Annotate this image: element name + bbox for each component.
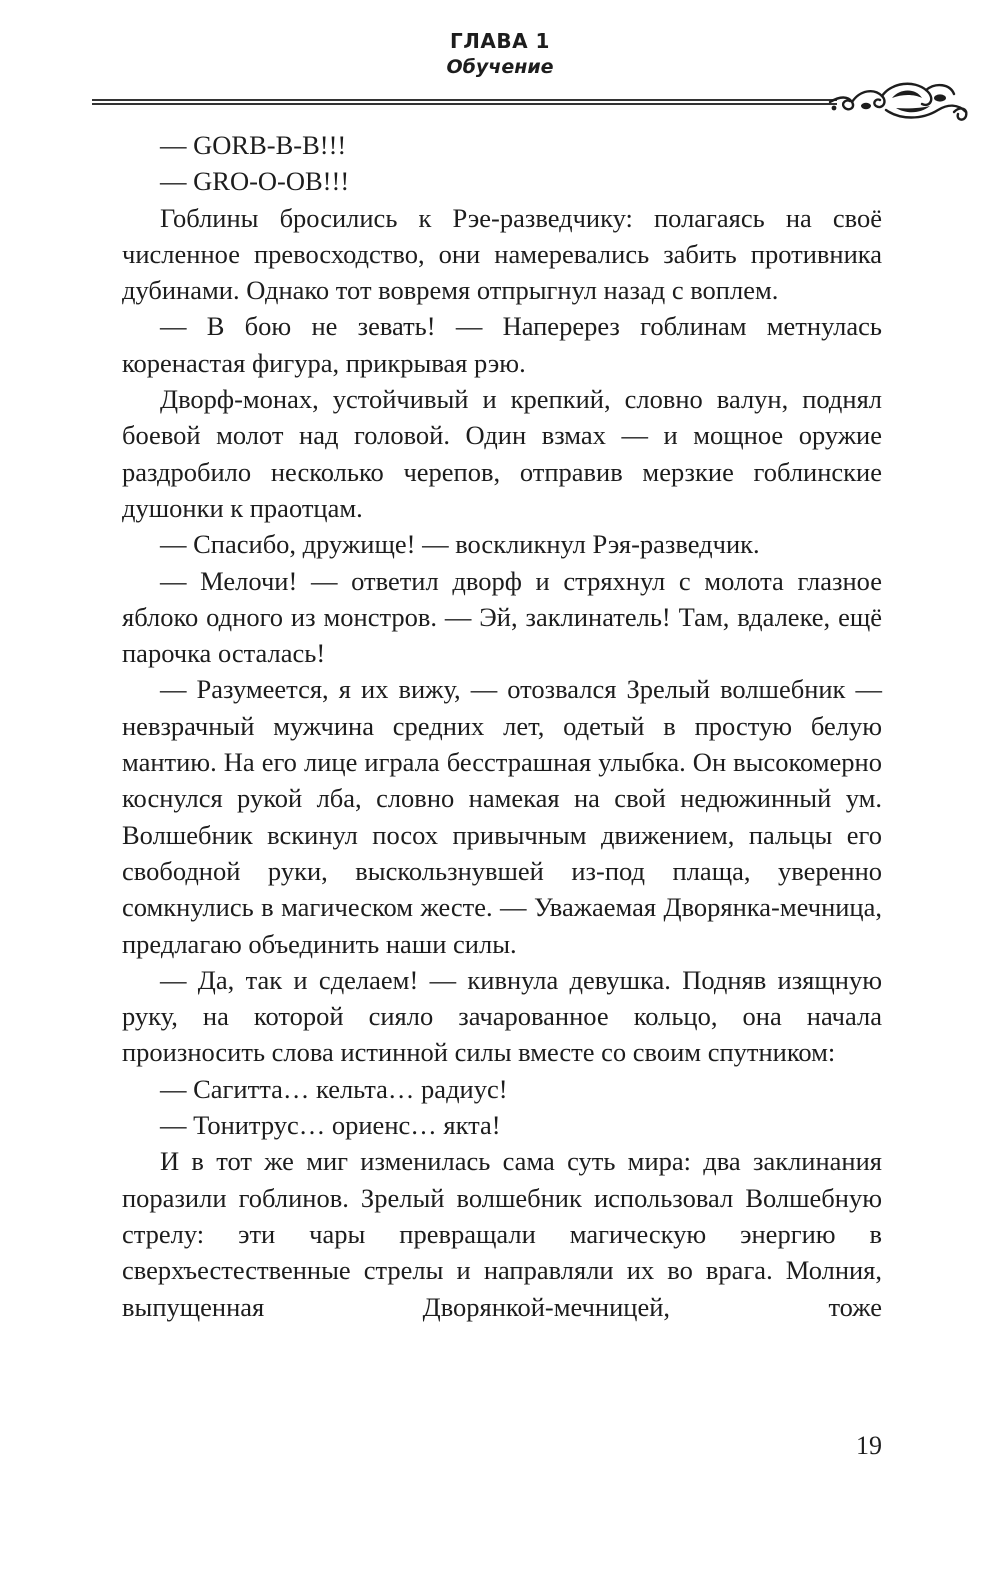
paragraph-4: — В бою не зевать! — Наперерез гоблинам метнулась коренастая фигура, прикрывая рэю. — [122, 311, 882, 378]
paragraph-9: — Да, так и сделаем! — кивнула девушка. Подняв изящную руку, на которой сияло зачарованное кольцо, она начала произносить слова истинной силы вместе со своим спутником: — [122, 964, 882, 1068]
paragraph-12: И в тот же миг изменилась сама суть мира: два заклинания поразили гоблинов. Зрелый волшебник использовал Волшебную стрелу: эти чары превращали магическую энергию в сверхъестественные стрелы и направляли их во врага. Молния, выпущенная Дворянкой-мечницей, тоже — [122, 1146, 882, 1322]
paragraph-1: — GORB-B-B!!! — [160, 130, 347, 160]
paragraph-7: — Мелочи! — ответил дворф и стряхнул с молота глазное яблоко одного из монстров. — Эй, заклинатель! Там, вдалеке, ещё парочка осталась! — [122, 565, 882, 669]
page-number: 19 — [856, 1431, 882, 1460]
paragraph-2: — GRO-O-OB!!! — [160, 166, 350, 197]
chapter-title: Обучение — [446, 56, 554, 78]
header-rule — [92, 99, 837, 105]
chapter-label: ГЛАВА 1 — [450, 29, 550, 53]
paragraph-8: — Разумеется, я их вижу, — отозвался Зрелый волшебник — невзрачный мужчина средних лет, одетый в простую белую мантию. На его лице играла бесстрашная улыбка. Он высокомерно коснулся рукой лба, словно намекая на свой недюжинный ум. Волшебник вскинул посох привычным движением, пальцы его свободной руки, выскользнувшей из-под плаща, уверенно сомкнулись в магическом жесте. — Уважаемая Дворянка-мечница, предлагаю объединить наши силы. — [122, 674, 882, 959]
body-text — [122, 127, 882, 1325]
paragraph-10: — Сагитта… кельта… радиус! — [160, 1073, 508, 1104]
paragraph-6: — Спасибо, дружище! — воскликнул Рэя-разведчик. — [160, 529, 760, 560]
paragraph-11: — Тонитрус… ориенс… якта! — [160, 1110, 501, 1141]
running-header — [0, 28, 1000, 80]
flourish-ornament-icon — [826, 76, 971, 128]
paragraph-5: Дворф-монах, устойчивый и крепкий, словно валун, поднял боевой молот над головой. Один взмах — и мощное оружие раздробило несколько черепов, отправив мерзкие гоблинские душонки к праотцам. — [122, 384, 882, 523]
paragraph-3: Гоблины бросились к Рэе-разведчику: полагаясь на своё численное превосходство, они намеревались забить противника дубинами. Однако тот вовремя отпрыгнул назад с воплем. — [122, 202, 882, 306]
